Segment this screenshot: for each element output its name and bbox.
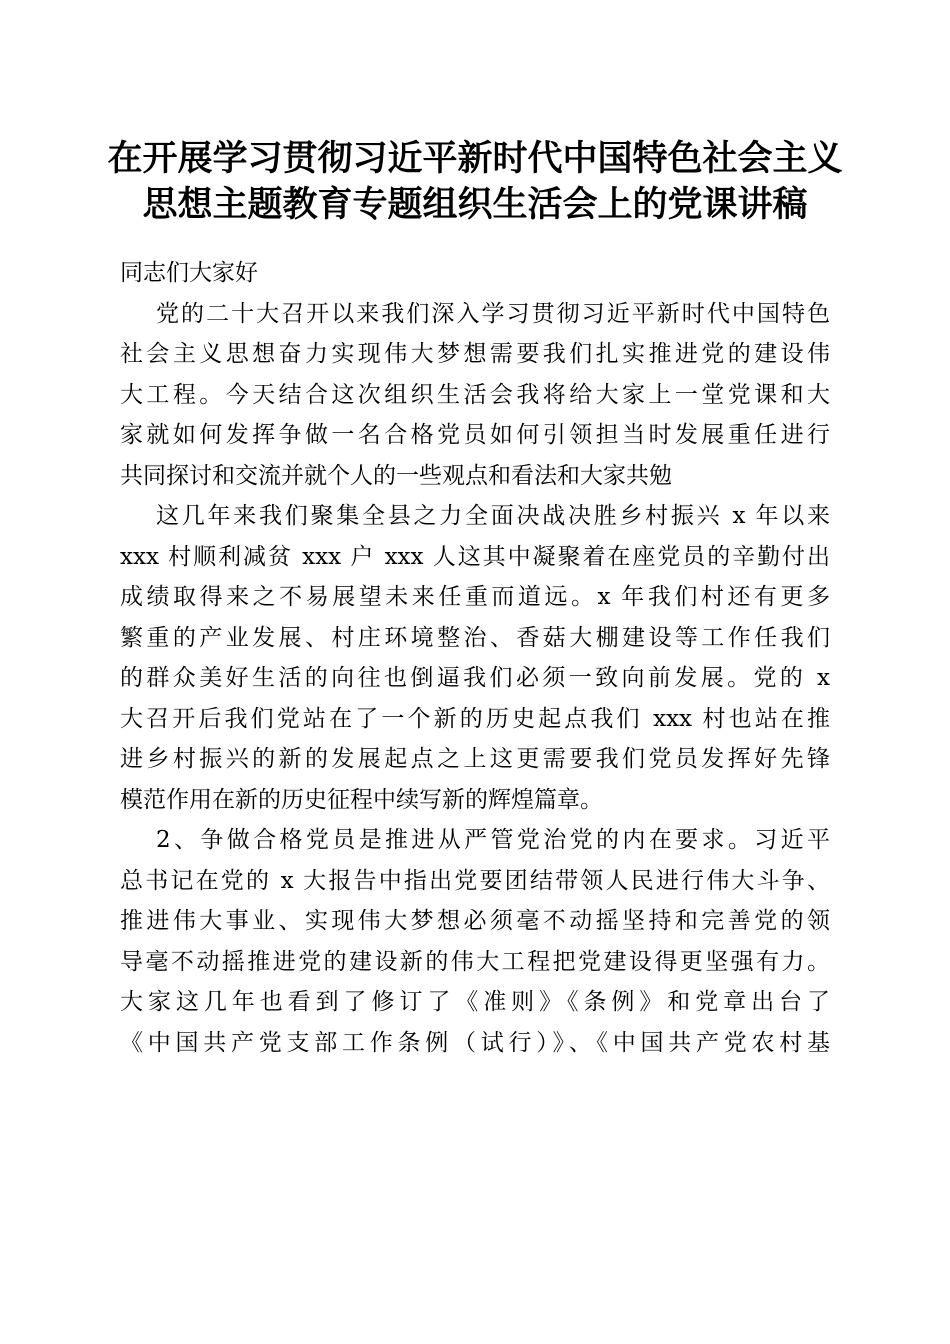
paragraph — [120, 294, 830, 497]
text-line: 大召开后我们党站在了一个新的历史起点我们 xxx 村也站在推 — [120, 705, 830, 732]
text-line: 进乡村振兴的新的发展起点之上这更需要我们党员发挥好先锋 — [120, 746, 830, 772]
text-line: 共同探讨和交流并就个人的一些观点和看法和大家共勉 — [120, 462, 672, 489]
text-line: 大工程。今天结合这次组织生活会我将给大家上一堂党课和大 — [120, 381, 830, 408]
text-line: 推进伟大事业、实现伟大梦想必须毫不动摇坚持和完善党的领 — [120, 908, 830, 934]
text-line: 总书记在党的 x 大报告中指出党要团结带领人民进行伟大斗争、 — [120, 867, 830, 894]
text-line: 模范作用在新的历史征程中续写新的辉煌篇章。 — [120, 786, 603, 813]
title-line: 思想主题教育专题组织生活会上的党课讲稿 — [142, 184, 808, 225]
text-line: 成绩取得来之不易展望未来任重而道远。x 年我们村还有更多 — [120, 584, 830, 610]
text-line: 的群众美好生活的向往也倒逼我们必须一致向前发展。党的 x — [120, 665, 830, 691]
text-line: 社会主义思想奋力实现伟大梦想需要我们扎实推进党的建设伟 — [120, 341, 830, 367]
text-line: 繁重的产业发展、村庄环境整治、香菇大棚建设等工作任我们 — [120, 624, 830, 651]
text-line: 《中国共产党支部工作条例（试行）》、《中国共产党农村基 — [120, 1029, 830, 1056]
salutation: 同志们大家好 — [120, 260, 258, 286]
document-title — [90, 136, 860, 228]
title-line: 在开展学习贯彻习近平新时代中国特色社会主义 — [107, 138, 843, 179]
paragraph — [120, 496, 830, 820]
text-line: xxx 村顺利减贫 xxx 户 xxx 人这其中凝聚着在座党员的辛勤付出 — [120, 543, 830, 570]
text-line: 家就如何发挥争做一名合格党员如何引领担当时发展重任进行 — [120, 422, 830, 448]
text-line: 大家这几年也看到了修订了《准则》《条例》和党章出台了 — [120, 989, 830, 1015]
document-body — [120, 253, 830, 1063]
text-line: 党的二十大召开以来我们深入学习贯彻习近平新时代中国特色 — [156, 300, 830, 327]
text-line: 2、争做合格党员是推进从严管党治党的内在要求。习近平 — [156, 827, 830, 853]
text-line: 这几年来我们聚集全县之力全面决战决胜乡村振兴 x 年以来 — [156, 503, 830, 529]
paragraph — [120, 820, 830, 1063]
text-line: 导毫不动摇推进党的建设新的伟大工程把党建设得更坚强有力。 — [120, 948, 830, 975]
